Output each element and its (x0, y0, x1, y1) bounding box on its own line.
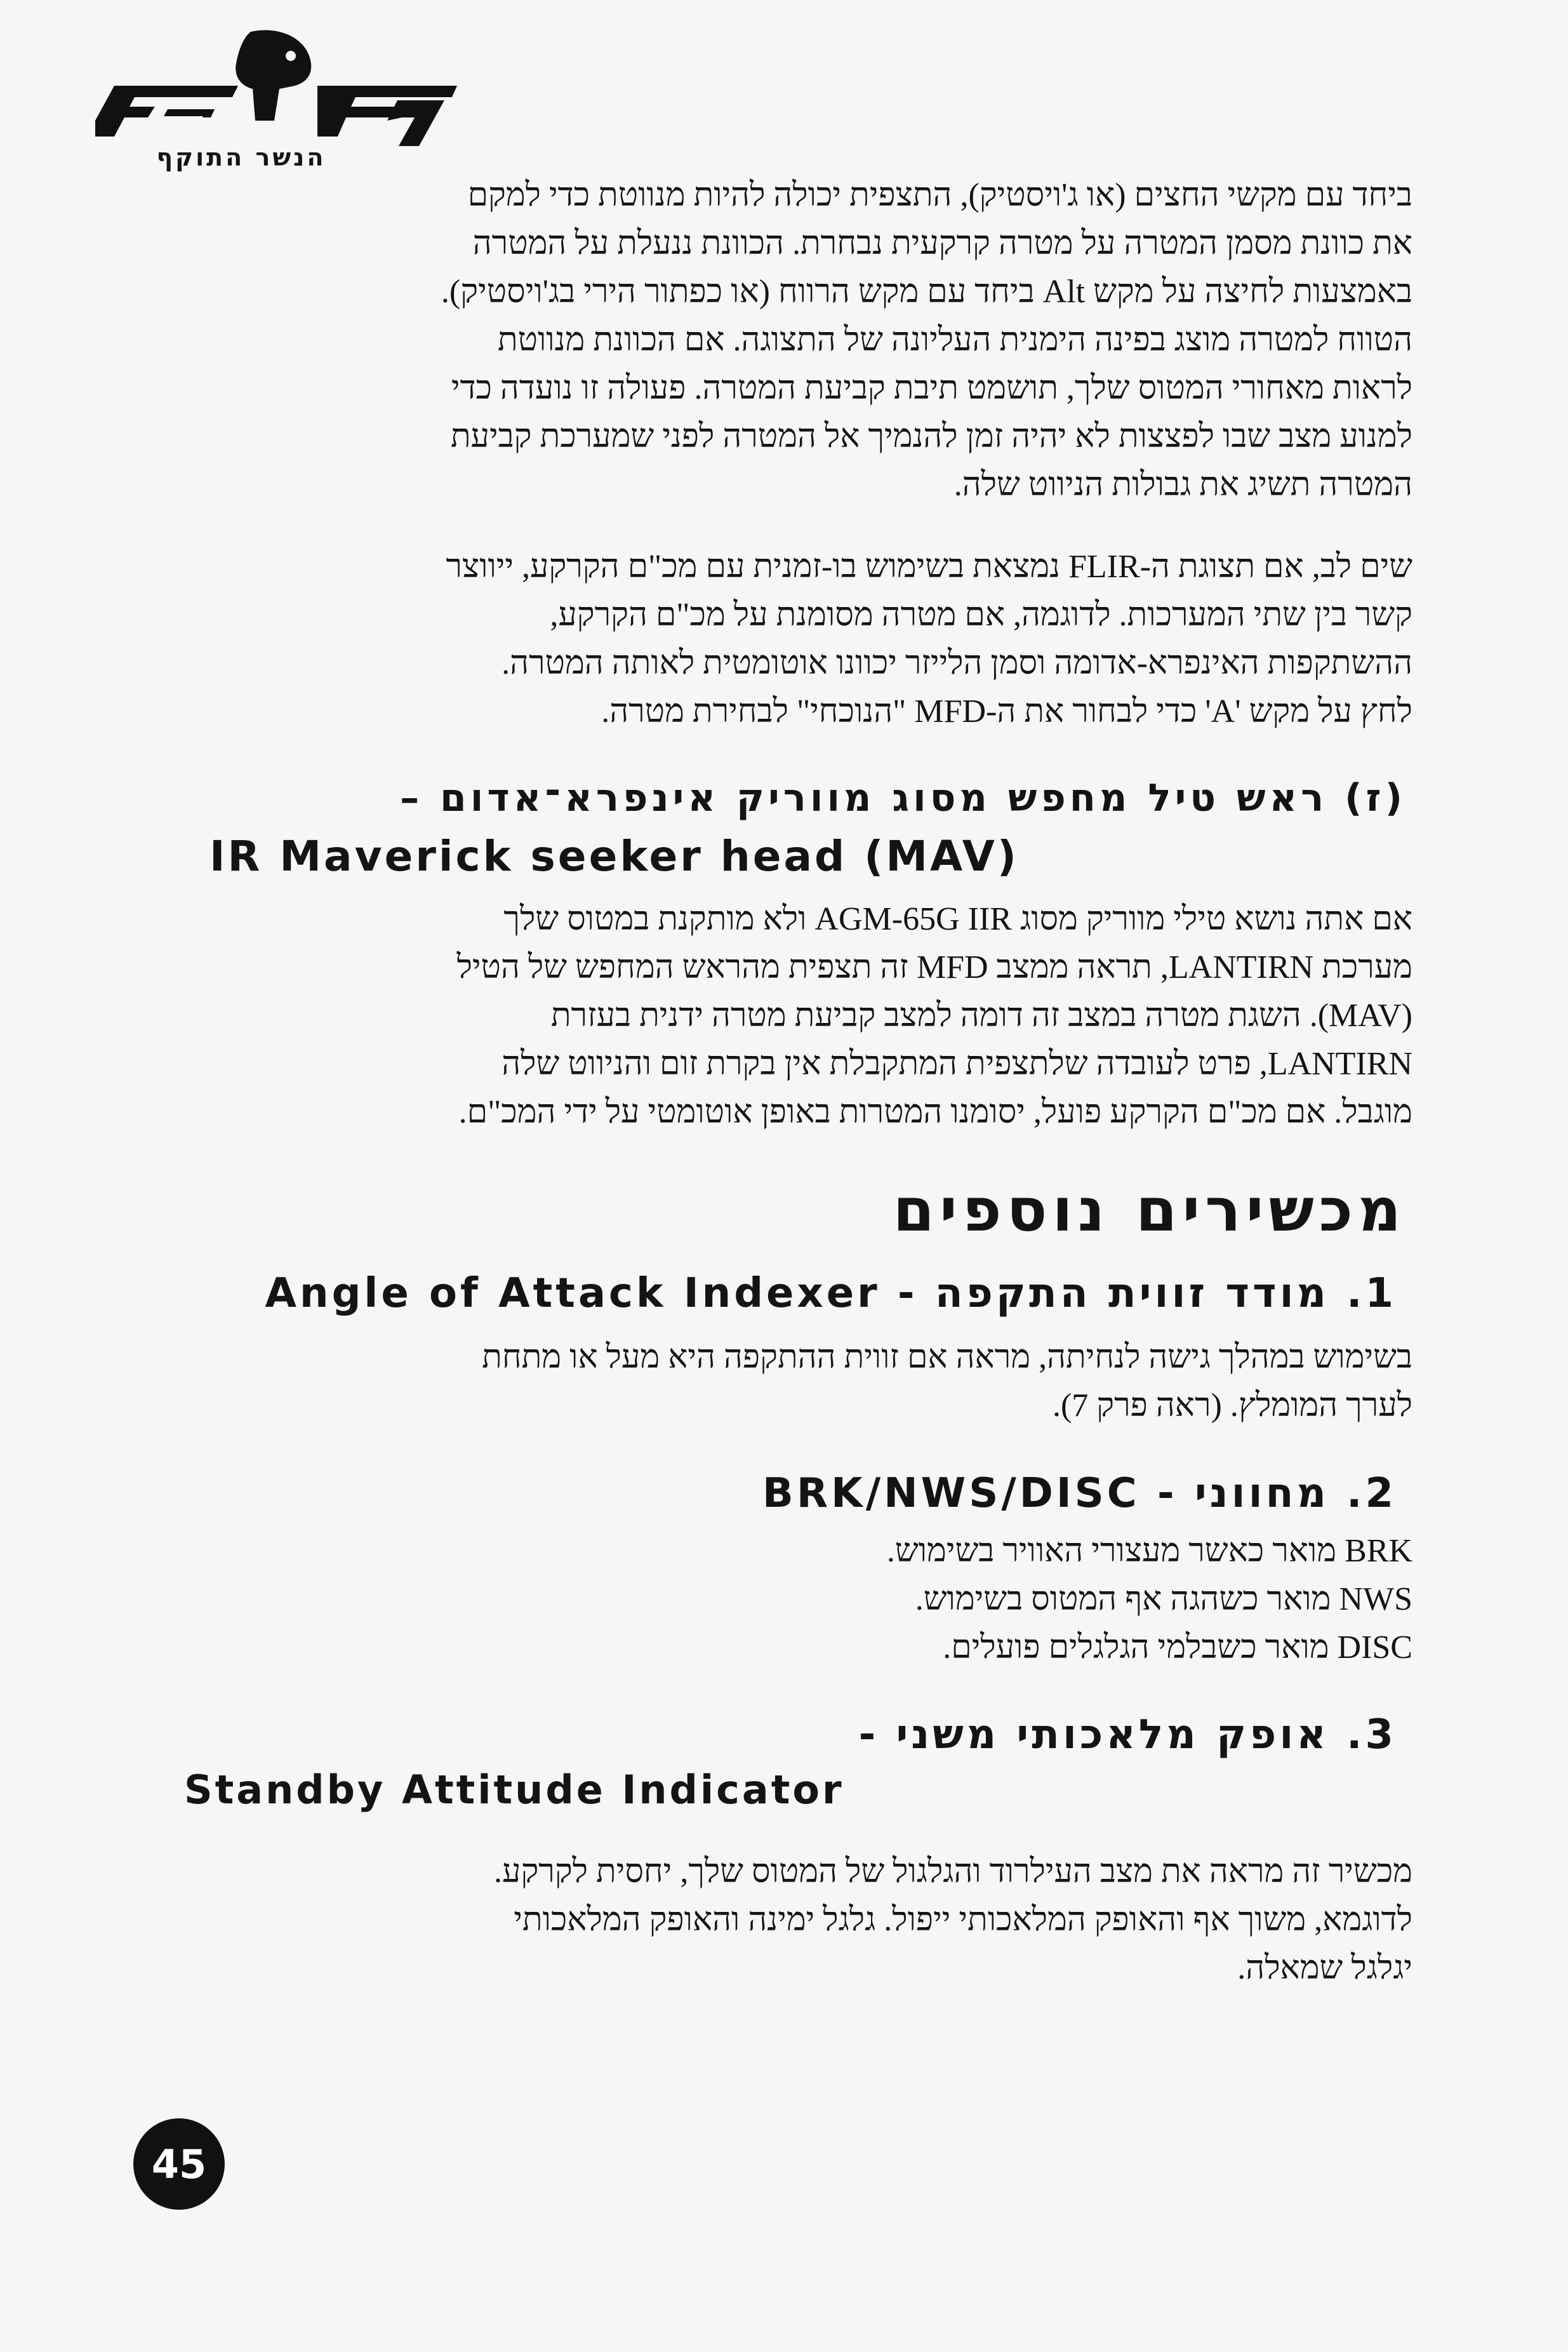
page-number: 45 (133, 2118, 225, 2210)
mav-heading-hebrew: (ז) ראש טיל מחפש מסוג מווריק אינפרא־אדום – (400, 776, 1406, 820)
item3-heading-hebrew: 3. אופק מלאכותי משני - (858, 1711, 1397, 1758)
paragraph-attitude (143, 1848, 1412, 1993)
text-line: BRK מואר כאשר מעצורי האוויר בשימוש. (886, 1533, 1412, 1569)
text-line: למנוע מצב שבו לפצצות לא יהיה זמן להנמיך אל המטרה לפני שמערכת קביעת (450, 418, 1412, 455)
text-line: מכשיר זה מראה את מצב העילרוד והגלגול של המטוס שלך, יחסית לקרקע. (494, 1854, 1412, 1890)
mav-heading-english: IR Maverick seeker head (MAV) (209, 832, 1019, 881)
text-line: לדוגמא, משוך אף והאופק המלאכותי ייפול. גלגל ימינה והאופק המלאכותי (514, 1902, 1412, 1938)
text-line: באמצעות לחיצה על מקש Alt ביחד עם מקש הרווח (או כפתור הירי בג'ויסטיק). (441, 274, 1412, 310)
text-line: הטווח למטרה מוצג בפינה הימנית העליונה של התצוגה. אם הכוונת מנווטת (497, 322, 1412, 358)
text-line: אם אתה נושא טילי מווריק מסוג AGM-65G IIR ולא מותקנת במטוס שלך (503, 901, 1412, 937)
paragraph-indicators (143, 1527, 1412, 1672)
text-line: בשימוש במהלך גישה לנחיתה, מראה אם זווית ההתקפה היא מעל או מתחת (482, 1339, 1412, 1375)
text-line: ביחד עם מקשי החצים (או ג'ויסטיק), התצפית יכולה להיות מנווטת כדי למקם (467, 177, 1412, 213)
text-line: (MAV). השגת מטרה במצב זה דומה למצב קביעת מטרה ידנית בעזרת (550, 998, 1412, 1034)
paragraph-flir (143, 543, 1412, 736)
text-line: שים לב, אם תצוגת ה-FLIR נמצאת בשימוש בו-זמנית עם מכ"ם הקרקע, ייווצר (446, 549, 1412, 585)
text-line: יגלגל שמאלה. (1237, 1950, 1412, 1986)
logo-subtitle: הנשר התוקף (156, 144, 326, 171)
text-line: DISC מואר כשבלמי הגלגלים פועלים. (943, 1629, 1412, 1666)
text-line: לערך המומלץ. (ראה פרק 7). (1052, 1387, 1412, 1424)
text-line: לחץ על מקש 'A' כדי לבחור את ה-MFD "הנוכחי" לבחירת מטרה. (601, 693, 1412, 730)
text-line: LANTIRN, פרט לעובדה שלתצפית המתקבלת אין בקרת זום והניווט שלה (502, 1046, 1412, 1082)
text-line: NWS מואר כשהגה אף המטוס בשימוש. (915, 1581, 1412, 1617)
text-line: המטרה תשיג את גבולות הניווט שלה. (953, 467, 1412, 503)
text-line: לראות מאחורי המטוס שלך, תושמט תיבת קביעת המטרה. פעולה זו נועדה כדי (451, 370, 1412, 406)
f16-logo (89, 25, 470, 171)
eagle-logo-icon (89, 25, 470, 152)
section-title: מכשירים נוספים (893, 1176, 1406, 1245)
text-line: קשר בין שתי המערכות. לדוגמה, אם מטרה מסומנת על מכ"ם הקרקע, (550, 597, 1412, 633)
text-line: ההשתקפות האינפרא-אדומה וסמן הלייזר יכוונו אוטומטית לאותה המטרה. (502, 645, 1412, 681)
text-line: מוגבל. אם מכ"ם הקרקע פועל, יסומנו המטרות באופן אוטומטי על ידי המכ"ם. (458, 1094, 1412, 1130)
text-line: את כוונת מסמן המטרה על מטרה קרקעית נבחרת. הכוונת ננעלת על המטרה (472, 225, 1412, 262)
paragraph-aoa (143, 1333, 1412, 1430)
item3-heading-english: Standby Attitude Indicator (184, 1767, 844, 1813)
paragraph-targeting (143, 171, 1412, 509)
item1-heading: 1. מודד זווית התקפה - Angle of Attack Indexer (265, 1270, 1397, 1317)
text-line: מערכת LANTIRN, תראה ממצב MFD זה תצפית מהראש המחפש של הטיל (456, 949, 1412, 986)
item2-heading: 2. מחווני - BRK/NWS/DISC (762, 1470, 1397, 1517)
paragraph-mav (143, 895, 1412, 1137)
